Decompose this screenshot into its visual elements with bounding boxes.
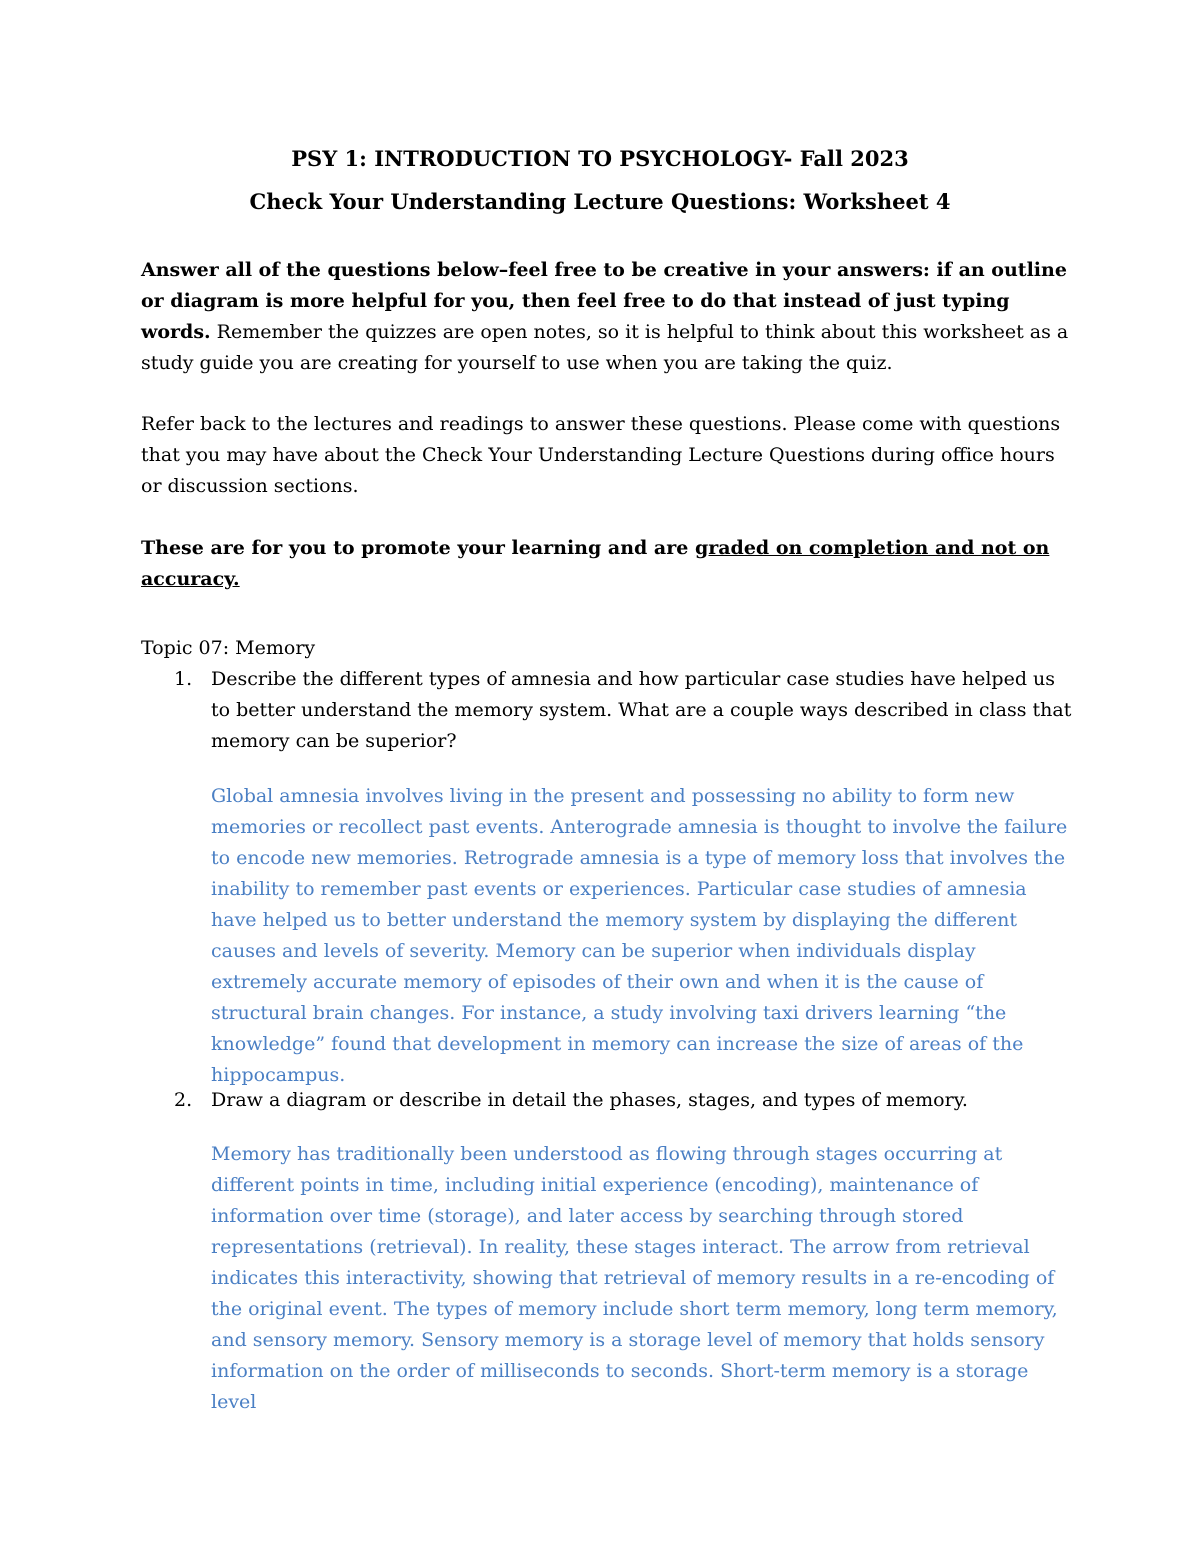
course-title: PSY 1: INTRODUCTION TO PSYCHOLOGY- Fall 2023 xyxy=(291,146,909,171)
answer-2: Memory has traditionally been understood as flowing through stages occurring at different points in time, including initial experience (encoding), maintenance of information over time (storage), and later access by searching through stored representations (retrieval). In reality, these stages interact. The arrow from retrieval indicates this interactivity, showing that retrieval of memory results in a re-encoding of the original event. The types of memory include short term memory, long term memory, and sensory memory. Sensory memory is a storage level of memory that holds sensory information on the order of milliseconds to seconds. Short-term memory is a storage level xyxy=(211,1143,1058,1413)
answer-1: Global amnesia involves living in the present and possessing no ability to form new memories or recollect past events. Anterograde amnesia is thought to involve the failure to encode new memories. Retrograde amnesia is a type of memory loss that involves the inability to remember past events or experiences. Particular case studies of amnesia have helped us to better understand the memory system by displaying the different causes and levels of severity. Memory can be superior when individuals display extremely accurate memory of episodes of their own and when it is the cause of structural brain changes. For instance, a study involving taxi drivers learning “the knowledge” found that development in memory can increase the size of areas of the hippocampus. xyxy=(211,785,1068,1086)
grading-lead: These are for you to promote your learning and are xyxy=(141,537,695,559)
question-text: Describe the different types of amnesia and how particular case studies have helped us to better understand the memory system. What are a couple ways described in class that memory can be superior? xyxy=(211,668,1072,752)
worksheet-title: Check Your Understanding Lecture Questions: Worksheet 4 xyxy=(249,189,951,214)
grading-paragraph xyxy=(141,533,1076,595)
instructions-paragraph xyxy=(141,255,1076,379)
question-number: 1. xyxy=(174,668,193,690)
refer-paragraph: Refer back to the lectures and readings to answer these questions. Please come with questions that you may have about the Check Your Understanding Lecture Questions during office hours or discussion sections. xyxy=(141,413,1061,497)
instructions-normal: Remember the quizzes are open notes, so it is helpful to think about this worksheet as a study guide you are creating for yourself to use when you are taking the quiz. xyxy=(141,321,1069,374)
question-1 xyxy=(141,664,1076,757)
grading-underlined: graded on completion and not on accuracy. xyxy=(141,537,1050,590)
topic-heading: Topic 07: Memory xyxy=(141,637,316,659)
question-number: 2. xyxy=(174,1089,193,1111)
instructions-bold: Answer all of the questions below–feel free to be creative in your answers: if an outline or diagram is more helpful for you, then feel free to do that instead of just typing words. xyxy=(141,259,1067,343)
question-2 xyxy=(141,1085,1076,1116)
question-text: Draw a diagram or describe in detail the phases, stages, and types of memory. xyxy=(211,1089,968,1111)
